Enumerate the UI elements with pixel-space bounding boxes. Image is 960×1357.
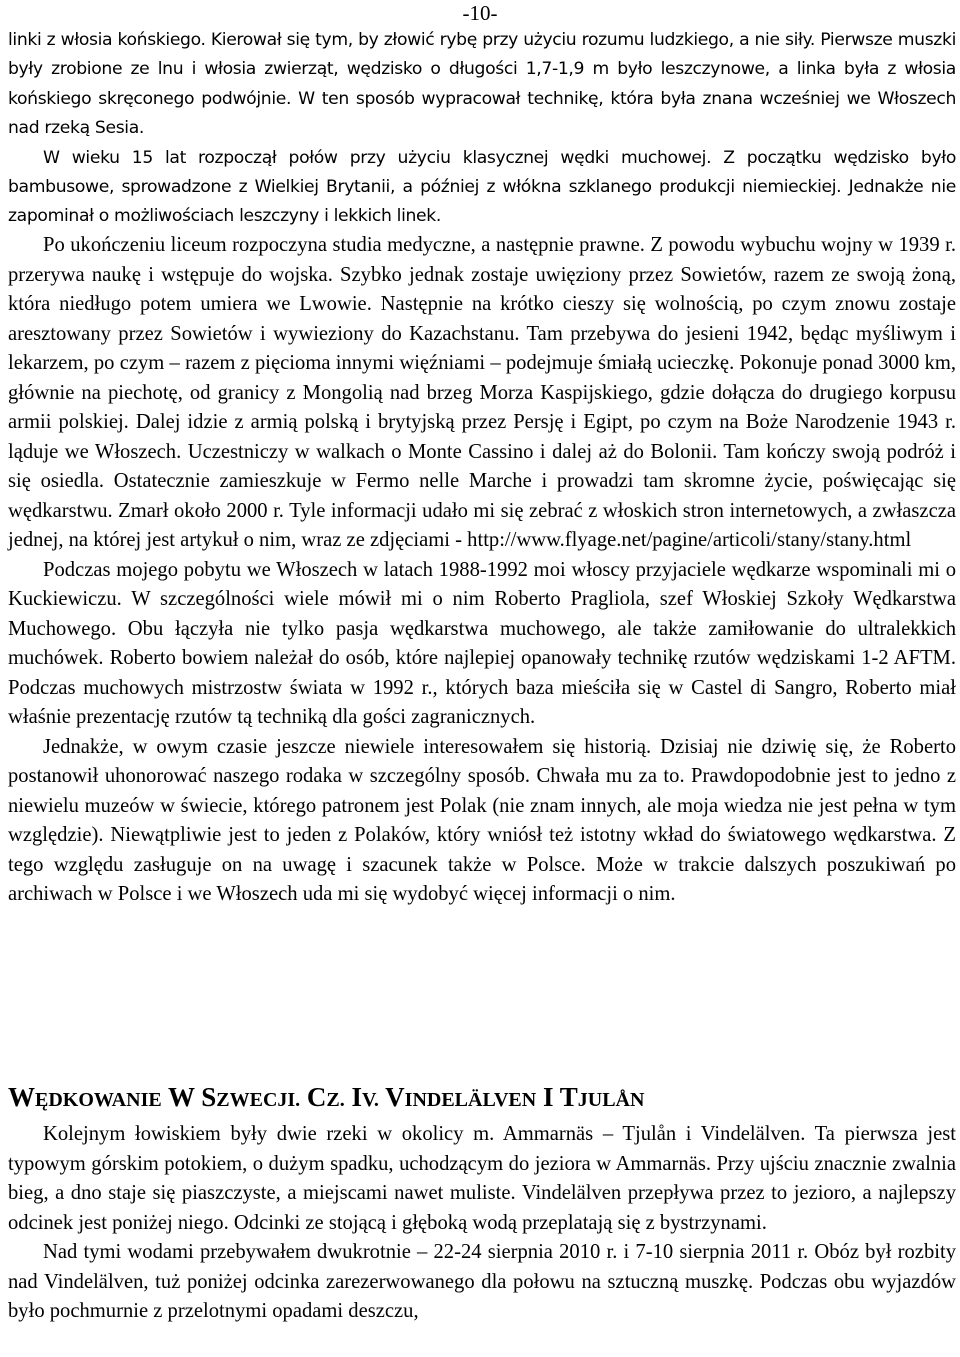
paragraph-fly-fishing-origins: linki z włosia końskiego. Kierował się tym, by złowić rybę przy użyciu rozumu ludzkiego, a nie siły. Pierwsze muszki były zrobione ze lnu i włosia zwierząt, wędzisko o długości 1,7-1,9 m było leszczynowe, a linka była z włosia końskiego skręconego podwójnie. W ten sposób wypracował technikę, która była znana wcześniej we Włoszech nad rzeką Sesia. — [8, 30, 956, 139]
section-body — [8, 1120, 956, 1327]
biography-text-block — [8, 231, 956, 910]
paragraph-museum-honour: Jednakże, w owym czasie jeszcze niewiele interesowałem się historią. Dzisiaj nie dziwię się, że Roberto postanowił uhonorować naszego rodaka w szczególny sposób. Chwała mu za to. Prawdopodobnie jest to jedno z niewielu muzeów w świecie, którego patronem jest Polak (nie znam innych, ale moja wiedza nie jest pełna w tym względzie). Niewątpliwie jest to jeden z Polaków, który wniósł też istotny wkład do światowego wędkarstwa. Z tego względu zasługuje on na uwagę i szacunek także w Polsce. Może w trakcie dalszych poszukiwań po archiwach w Polsce i we Włoszech uda mi się wydobyć więcej informacji o nim. — [8, 735, 956, 905]
paragraph-biography: Po ukończeniu liceum rozpoczyna studia medyczne, a następnie prawne. Z powodu wybuchu wojny w 1939 r. przerywa naukę i wstępuje do wojska. Szybko jednak zostaje uwięziony przez Sowietów, razem ze swoją żoną, która niedługo potem umiera we Lwowie. Następnie na krótko cieszy się wolnością, po czym znowu zostaje aresztowany przez Sowietów i wywieziony do Kazachstanu. Tam przebywa do jesieni 1942, będąc myśliwym i lekarzem, po czym – razem z pięcioma innymi więźniami – podejmuje śmiałą ucieczkę. Pokonuje ponad 3000 km, głównie na piechotę, od granicy z Mongolią nad brzeg Morza Kaspijskiego, gdzie dołącza do drugiego korpusu armii polskiej. Dalej idzie z armią polską i brytyjską przez Persję i Egipt, po czym na Boże Narodzenie 1943 r. ląduje we Włoszech. Uczestniczy w walkach o Monte Cassino i dalej aż do Bolonii. Tam kończy swoją podróż i się osiedla. Ostatecznie zamieszkuje w Fermo nelle Marche i prowadzi tam skromne życie, poświęcając się wędkarstwu. Zmarł około 2000 r. Tyle informacji udało mi się zebrać z włoskich stron internetowych, a zwłaszcza jednej, na której jest artykuł o nim, wraz ze zdjęciami - http://www.flyage.net/pagine/articoli/stany/stany.html — [8, 234, 956, 551]
section-heading: WĘDKOWANIE W SZWECJI. CZ. IV. VINDELÄLVEN I TJULÅN — [8, 1082, 645, 1112]
sans-text-block — [8, 26, 956, 232]
page-number: -10- — [462, 1, 498, 25]
paragraph-rivers-description: Kolejnym łowiskiem były dwie rzeki w okolicy m. Ammarnäs – Tjulån i Vindelälven. Ta pierwsza jest typowym górskim potokiem, o dużym spadku, uchodzącym do jeziora w Ammarnäs. Przy ujściu znacznie zwalnia bieg, a dno staje się piaszczyste, a miejscami nawet muliste. Vindelälven przepływa przez to jezioro, a najlepszy odcinek jest poniżej niego. Odcinki ze stojącą i głęboką wodą przeplatają się z bystrzynami. — [8, 1123, 956, 1234]
paragraph-classic-fly-rod: W wieku 15 lat rozpoczął połów przy użyciu klasycznej wędki muchowej. Z początku wędzisko było bambusowe, sprowadzone z Wielkiej Brytanii, a później z włókna szklanego produkcji niemieckiej. Jednakże nie zapominał o możliwościach leszczyny i lekkich linek. — [8, 147, 956, 227]
paragraph-italy-memories: Podczas mojego pobytu we Włoszech w latach 1988-1992 moi włoscy przyjaciele wędkarze wspominali mi o Kuckiewiczu. W szczególności wiele mówił mi o nim Roberto Pragliola, szef Włoskiej Szkoły Wędkarstwa Muchowego. Obu łączyła nie tylko pasja wędkarstwa muchowego, ale także zamiłowanie do ultralekkich muchówek. Roberto bowiem należał do osób, które najlepiej opanowały technikę rzutów wędziskami 1-2 AFTM. Podczas muchowych mistrzostw świata w 1992 r., których baza mieściła się w Castel di Sangro, Roberto miał właśnie prezentację rzutów tą techniką dla gości zagranicznych. — [8, 558, 956, 728]
paragraph-trip-dates: Nad tymi wodami przebywałem dwukrotnie – 22-24 sierpnia 2010 r. i 7-10 sierpnia 2011 r. Obóz był rozbity nad Vindelälven, tuż poniżej odcinka zarezerwowanego dla połowu na sztuczną muszkę. Podczas obu wyjazdów było pochmurnie z przelotnymi opadami deszczu, — [8, 1241, 956, 1322]
